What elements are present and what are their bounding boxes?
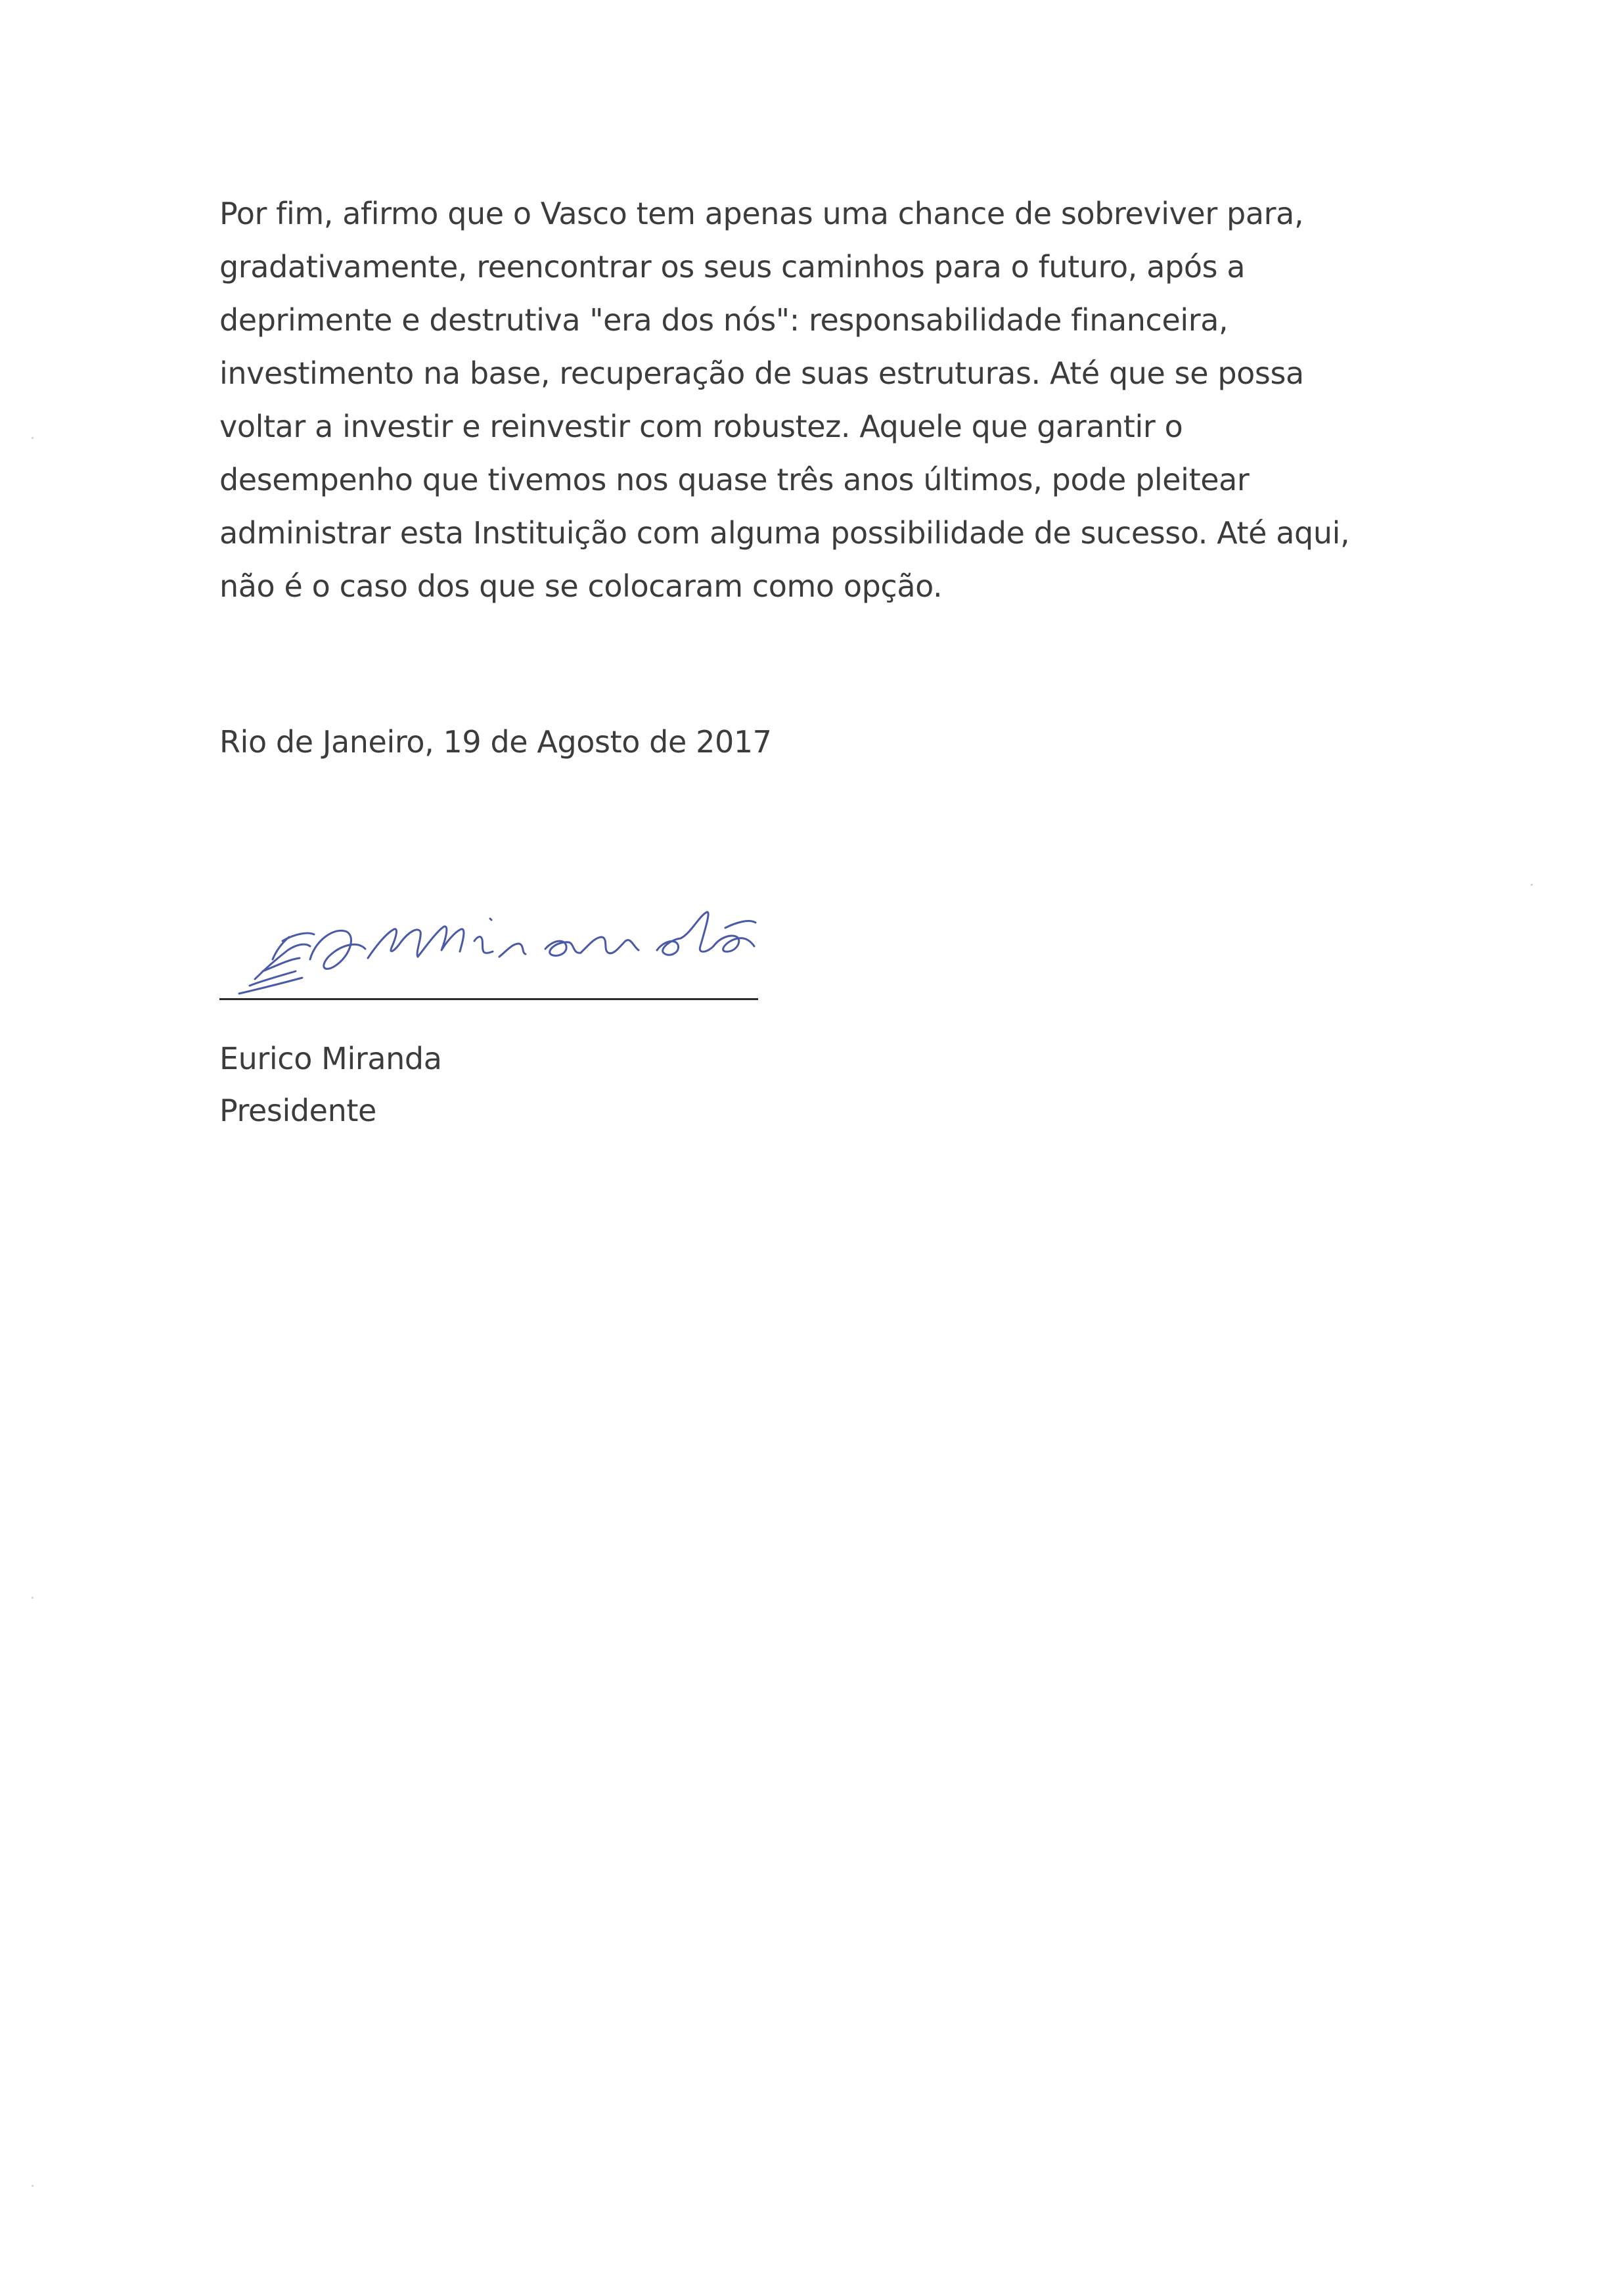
scan-speck [32, 2185, 34, 2187]
paragraph-line: desempenho que tivemos nos quase três anos últimos, pode pleitear [219, 462, 1250, 497]
signer-name: Eurico Miranda [219, 1041, 442, 1076]
scan-speck [32, 1597, 34, 1599]
paragraph-line: não é o caso dos que se colocaram como opção. [219, 568, 943, 604]
place-and-date: Rio de Janeiro, 19 de Agosto de 2017 [219, 724, 772, 760]
paragraph-line: gradativamente, reencontrar os seus caminhos para o futuro, após a [219, 249, 1246, 285]
scan-speck [1531, 884, 1533, 886]
signer-title: Presidente [219, 1093, 376, 1128]
paragraph-line: investimento na base, recuperação de suas estruturas. Até que se possa [219, 355, 1304, 391]
letter-paragraph [219, 187, 1468, 613]
paragraph-line: deprimente e destrutiva "era dos nós": responsabilidade financeira, [219, 302, 1229, 338]
scan-speck [32, 437, 34, 439]
paragraph-line: voltar a investir e reinvestir com robustez. Aquele que garantir o [219, 409, 1183, 444]
signature-line [219, 998, 758, 1000]
paragraph-line: administrar esta Instituição com alguma possibilidade de sucesso. Até aqui, [219, 515, 1350, 551]
handwritten-signature [237, 894, 801, 999]
paragraph-line: Por fim, afirmo que o Vasco tem apenas uma chance de sobreviver para, [219, 196, 1304, 231]
